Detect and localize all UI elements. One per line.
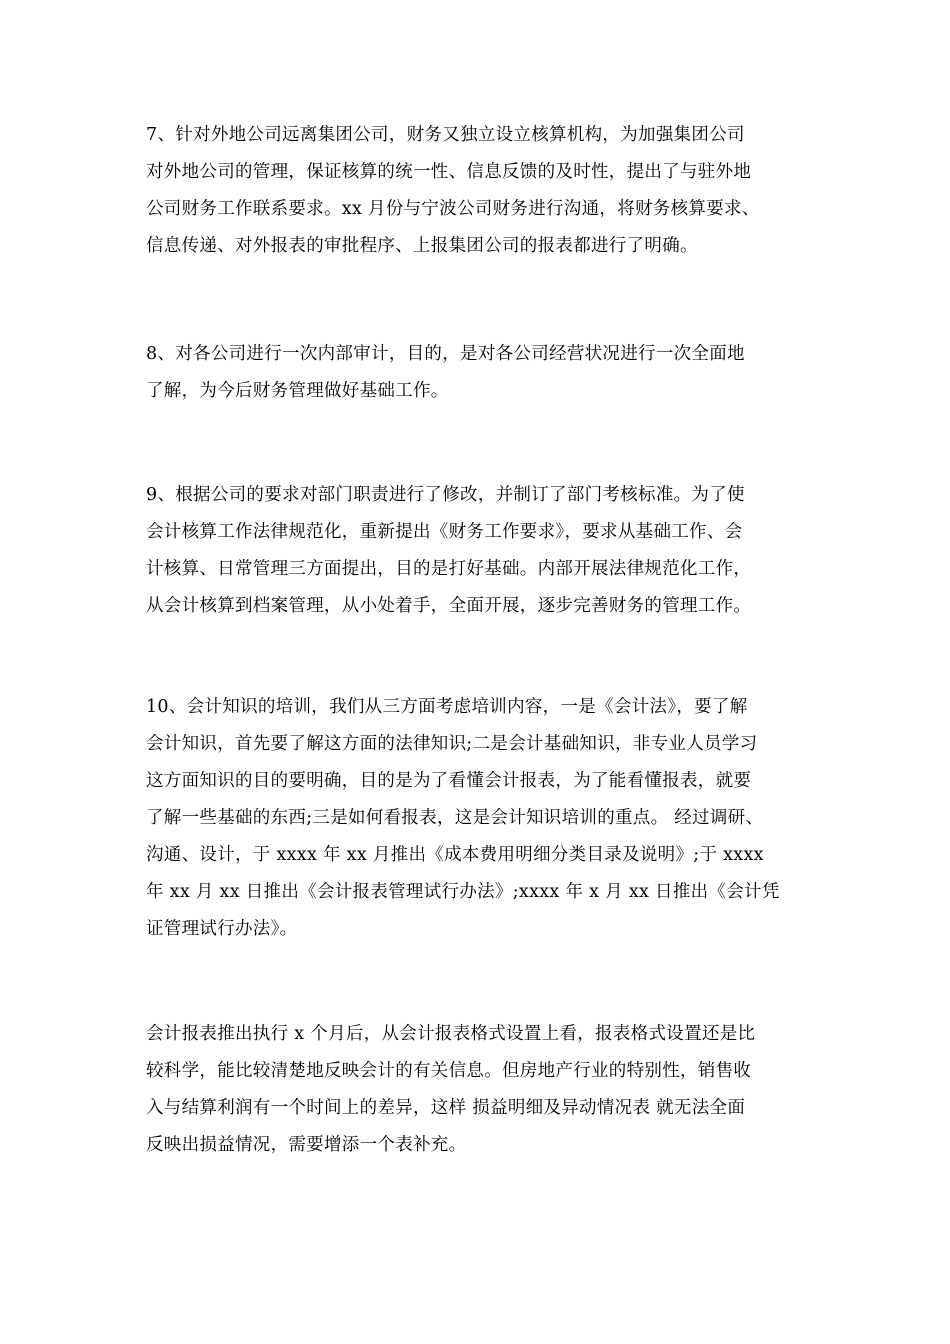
text-line: 信息传递、对外报表的审批程序、上报集团公司的报表都进行了明确。 [146, 236, 698, 256]
paragraph-item-7 [146, 117, 816, 265]
text-line: 公司财务工作联系要求。xx 月份与宁波公司财务进行沟通，将财务核算要求、 [146, 199, 760, 219]
text-line: 会计报表推出执行 x 个月后，从会计报表格式设置上看，报表格式设置还是比 [146, 1024, 756, 1044]
text-line: 入与结算利润有一个时间上的差异，这样 损益明细及异动情况表 就无法全面 [146, 1098, 746, 1118]
text-line: 9、根据公司的要求对部门职责进行了修改，并制订了部门考核标准。为了使 [146, 485, 745, 505]
paragraph-report-summary [146, 1016, 816, 1164]
text-line: 10、会计知识的培训，我们从三方面考虑培训内容，一是《会计法》，要了解 [146, 697, 748, 717]
text-line: 沟通、设计，于 xxxx 年 xx 月推出《成本费用明细分类目录及说明》;于 xxxx [146, 845, 764, 865]
text-line: 年 xx 月 xx 日推出《会计报表管理试行办法》;xxxx 年 x 月 xx 日推出《会计凭 [146, 882, 780, 902]
paragraph-item-8 [146, 336, 816, 410]
text-line: 7、针对外地公司远离集团公司，财务又独立设立核算机构，为加强集团公司 [146, 125, 745, 145]
paragraph-item-10 [146, 689, 816, 948]
text-line: 这方面知识的目的要明确，目的是为了看懂会计报表，为了能看懂报表，就要 [146, 771, 752, 791]
text-line: 了解，为今后财务管理做好基础工作。 [146, 381, 449, 401]
text-line: 证管理试行办法》。 [146, 919, 298, 939]
text-line: 8、对各公司进行一次内部审计，目的，是对各公司经营状况进行一次全面地 [146, 344, 745, 364]
paragraph-item-9 [146, 477, 816, 625]
text-line: 了解一些基础的东西;三是如何看报表，这是会计知识培训的重点。 经过调研、 [146, 808, 764, 828]
text-line: 计核算、日常管理三方面提出，目的是打好基础。内部开展法律规范化工作， [146, 559, 752, 579]
text-line: 对外地公司的管理，保证核算的统一性、信息反馈的及时性，提出了与驻外地 [146, 162, 752, 182]
text-line: 较科学，能比较清楚地反映会计的有关信息。但房地产行业的特别性，销售收 [146, 1061, 752, 1081]
text-line: 反映出损益情况，需要增添一个表补充。 [146, 1135, 467, 1155]
text-line: 会计知识，首先要了解这方面的法律知识;二是会计基础知识，非专业人员学习 [146, 734, 758, 754]
text-line: 会计核算工作法律规范化，重新提出《财务工作要求》，要求从基础工作、会 [146, 522, 743, 542]
text-line: 从会计核算到档案管理，从小处着手，全面开展，逐步完善财务的管理工作。 [146, 596, 752, 616]
